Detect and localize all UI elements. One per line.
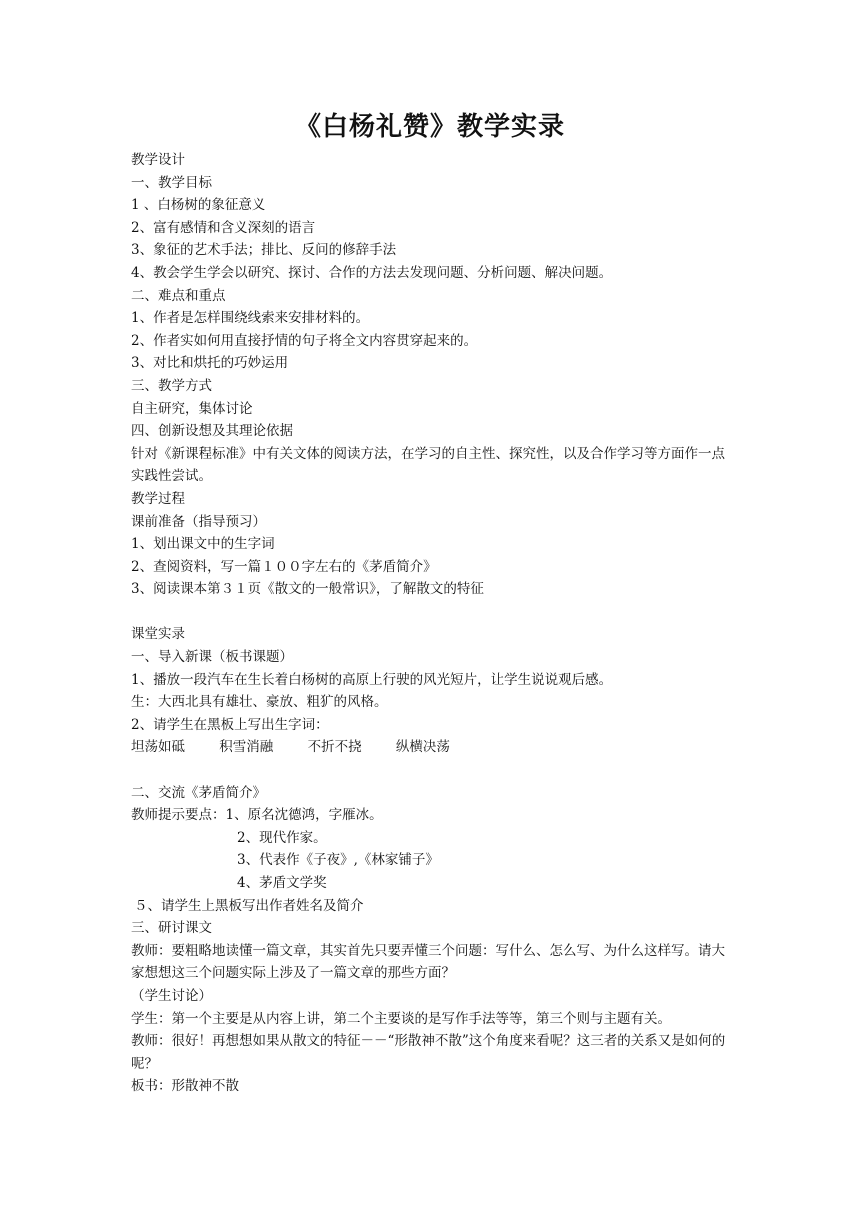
objective-item: 3、象征的艺术手法；排比、反问的修辞手法 — [131, 242, 397, 259]
objective-item: 2、富有感情和含义深刻的语言 — [131, 219, 316, 236]
teacher-remark: 教师：很好！再想想如果从散文的特征－－“形散神不散”这个角度来看呢？这三者的关系又是如何的呢？ — [131, 1033, 726, 1072]
vocabulary-word: 不折不挠 — [307, 739, 362, 756]
author-point: 教师提示要点：1、原名沈德鸿，字雁冰。 — [131, 807, 383, 824]
heading-objectives: 一、教学目标 — [131, 174, 212, 191]
section-heading-design: 教学设计 — [131, 152, 185, 168]
blackboard-note: 板书：形散神不散 — [131, 1078, 239, 1095]
heading-text-study: 三、研讨课文 — [131, 920, 212, 937]
document-title: 《白杨礼赞》教学实录 — [294, 112, 565, 142]
section-heading-classroom: 课堂实录 — [131, 626, 185, 643]
heading-author-intro: 二、交流《茅盾简介》 — [131, 784, 266, 801]
author-point: ５、请学生上黑板写出作者姓名及简介 — [134, 897, 364, 914]
student-response: 生：大西北具有雄壮、豪放、粗犷的风格。 — [131, 694, 388, 711]
key-point-item: 1、作者是怎样围绕线索来安排材料的。 — [131, 310, 370, 327]
key-point-item: 2、作者实如何用直接抒情的句子将全文内容贯穿起来的。 — [131, 332, 478, 349]
teacher-remark: 教师：要粗略地读懂一篇文章，其实首先只要弄懂三个问题：写什么、怎么写、为什么这样写。请大家想想这三个问题实际上涉及了一篇文章的那些方面？ — [131, 942, 725, 982]
student-remark: 学生：第一个主要是从内容上讲，第二个主要谈的是写作手法等等，第三个则与主题有关。 — [131, 1010, 671, 1027]
author-point: 4、茅盾文学奖 — [237, 875, 327, 891]
preparation-item: 1、划出课文中的生字词 — [131, 536, 275, 553]
key-point-item: 3、对比和烘托的巧妙运用 — [131, 355, 289, 372]
objective-item: 4、教会学生学会以研究、探讨、合作的方法去发现问题、分析问题、解决问题。 — [131, 264, 613, 281]
vocabulary-words — [131, 736, 735, 759]
heading-introduction: 一、导入新课（板书课题） — [131, 649, 293, 666]
objective-item: 1 、白杨树的象征意义 — [131, 197, 266, 214]
author-point: 3、代表作《子夜》,《林家铺子》 — [237, 852, 439, 869]
teaching-method-text: 自主研究，集体讨论 — [131, 400, 253, 417]
heading-innovation: 四、创新设想及其理论依据 — [131, 423, 293, 440]
preparation-item: 2、查阅资料，写一篇１００字左右的《茅盾简介》 — [131, 558, 437, 575]
blank-line — [131, 601, 735, 624]
vocabulary-word: 坦荡如砥 — [131, 739, 185, 756]
section-heading-process: 教学过程 — [131, 490, 185, 507]
vocabulary-word: 积雪消融 — [219, 739, 274, 756]
preparation-item: 3、阅读课本第３１页《散文的一般常识》，了解散文的特征 — [131, 581, 484, 598]
heading-key-points: 二、难点和重点 — [131, 287, 226, 304]
vocabulary-word: 纵横决荡 — [395, 739, 450, 756]
innovation-paragraph: 针对《新课程标准》中有关文体的阅读方法，在学习的自主性、探究性，以及合作学习等方面作一点实践性尝试。 — [131, 445, 725, 485]
blank-line — [131, 759, 735, 782]
student-discussion-note: （学生讨论） — [131, 987, 212, 1004]
heading-teaching-method: 三、教学方式 — [131, 377, 212, 394]
introduction-item: 2、请学生在黑板上写出生字词： — [131, 716, 329, 733]
introduction-item: 1、播放一段汽车在生长着白杨树的高原上行驶的风光短片，让学生说说观后感。 — [131, 671, 613, 688]
heading-preparation: 课前准备（指导预习） — [131, 513, 266, 530]
author-point: 2、现代作家。 — [237, 829, 327, 846]
document-body — [131, 149, 735, 1098]
